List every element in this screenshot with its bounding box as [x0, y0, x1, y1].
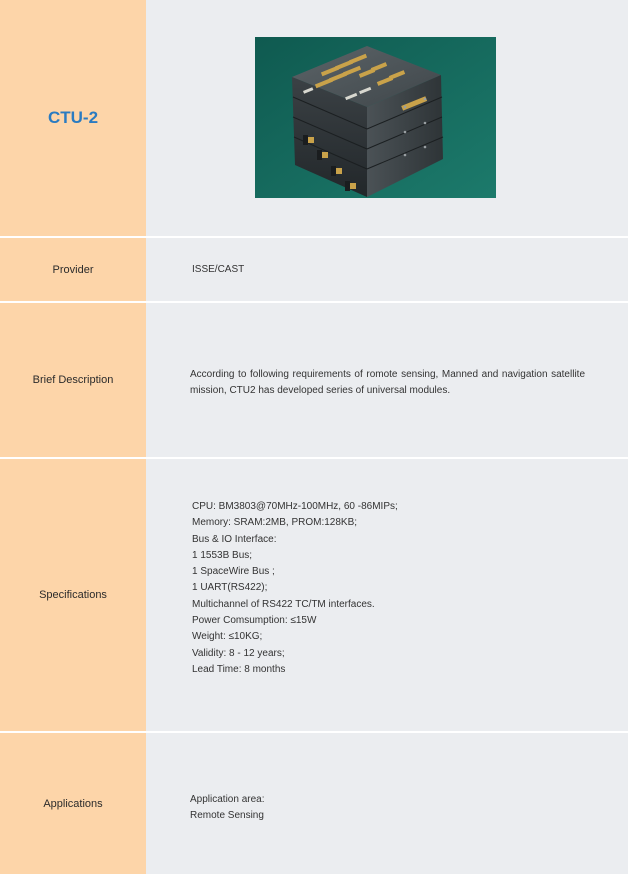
ctu2-module-image [255, 37, 496, 198]
specifications-list [192, 499, 398, 678]
spec-item-1553b: 1 1553B Bus; [192, 549, 253, 561]
spec-item-rs422: Multichannel of RS422 TC/TM interfaces. [192, 598, 375, 610]
provider-value: ISSE/CAST [192, 264, 245, 275]
description-label: Brief Description [0, 303, 146, 457]
provider-label: Provider [0, 238, 146, 301]
spec-item-spacewire: 1 SpaceWire Bus ; [192, 566, 275, 578]
spec-item-bus-io: Bus & IO Interface: [192, 533, 277, 545]
applications-cell [146, 733, 628, 874]
description-row [0, 303, 628, 457]
specifications-label: Specifications [0, 459, 146, 731]
spec-item-weight: Weight: ≤10KG; [192, 631, 263, 643]
title-cell [0, 0, 146, 236]
spec-item-power: Power Comsumption: ≤15W [192, 615, 317, 627]
specifications-row [0, 459, 628, 731]
applications-row [0, 733, 628, 874]
provider-cell [146, 238, 628, 301]
photo-cell [146, 0, 628, 236]
applications-text [190, 792, 265, 824]
applications-line-remote-sensing: Remote Sensing [190, 810, 264, 821]
specifications-cell [146, 459, 628, 731]
applications-label: Applications [0, 733, 146, 874]
spec-item-cpu: CPU: BM3803@70MHz-100MHz, 60 -86MIPs; [192, 501, 398, 512]
product-photo [255, 37, 496, 198]
provider-row [0, 238, 628, 301]
applications-line-area: Application area: [190, 794, 265, 805]
description-cell [146, 303, 628, 457]
spec-item-uart: 1 UART(RS422); [192, 582, 268, 594]
title-row [0, 0, 628, 236]
spec-item-lead-time: Lead Time: 8 months [192, 663, 286, 675]
product-title: CTU-2 [47, 108, 99, 127]
spec-item-validity: Validity: 8 - 12 years; [192, 647, 285, 659]
description-text: According to following requirements of romote sensing, Manned and navigation satellite mission, CTU2 has developed series of universal modules. [190, 369, 585, 396]
spec-item-memory: Memory: SRAM:2MB, PROM:128KB; [192, 517, 358, 529]
